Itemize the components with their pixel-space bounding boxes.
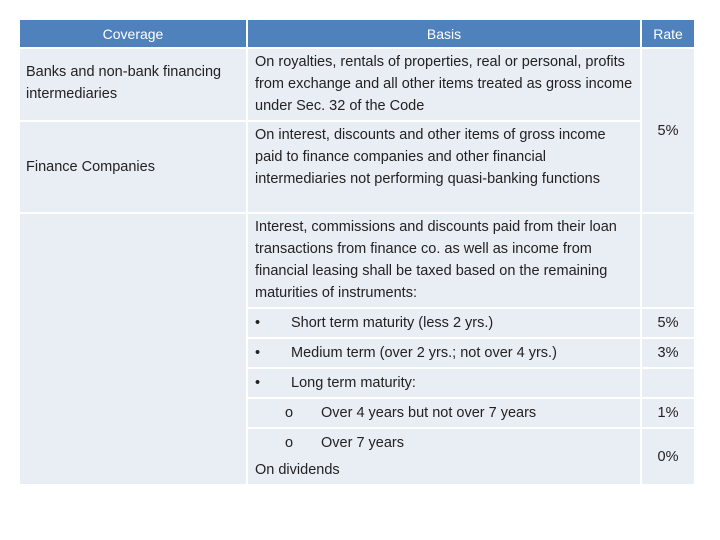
rate-5-percent: 5% (642, 49, 694, 212)
basis-royalties: On royalties, rentals of properties, real or personal, profits from exchange and all other items treated as gross income under Sec. 32 of the Code (248, 49, 640, 120)
bullet-icon: • (255, 345, 261, 361)
long-term-label: Long term maturity: (291, 375, 416, 391)
basis-loan-transactions: Interest, commissions and discounts paid from their loan transactions from finance co. as well as income from financial leasing shall be taxed based on the remaining maturities of instruments: (248, 214, 640, 307)
short-term-cell (248, 309, 640, 337)
rate-short-term: 5% (642, 309, 694, 337)
tax-rates-table (18, 18, 696, 486)
medium-term-cell (248, 339, 640, 367)
long-term-cell (248, 369, 640, 397)
over-4-years-label: Over 4 years but not over 7 years (321, 405, 537, 421)
sub-bullet-icon: o (285, 435, 294, 451)
rate-over-4-years: 1% (642, 399, 694, 427)
header-rate: Rate (642, 20, 694, 47)
over-7-years-label: Over 7 years (321, 435, 404, 451)
medium-term-label: Medium term (over 2 yrs.; not over 4 yrs.) (291, 345, 557, 361)
dividends-label: On dividends (255, 462, 340, 478)
rate-long-term-empty (642, 369, 694, 397)
coverage-empty (20, 214, 246, 484)
rate-dividends: 0% (642, 429, 694, 484)
table-row (20, 214, 694, 307)
rate-medium-term: 3% (642, 339, 694, 367)
short-term-label: Short term maturity (less 2 yrs.) (291, 315, 494, 331)
basis-interest: On interest, discounts and other items of gross income paid to finance companies and other financial intermediaries not performing quasi-banking functions (248, 122, 640, 212)
coverage-banks: Banks and non-bank financing intermediaries (20, 49, 246, 120)
table-row (20, 49, 694, 120)
bullet-icon: • (255, 375, 261, 391)
header-coverage: Coverage (20, 20, 246, 47)
rate-empty (642, 214, 694, 307)
bullet-icon: • (255, 315, 261, 331)
over-7-years-cell (248, 429, 640, 484)
table-row (20, 122, 694, 212)
header-row (20, 20, 694, 47)
header-basis: Basis (248, 20, 640, 47)
sub-bullet-icon: o (285, 405, 294, 421)
coverage-finance-companies: Finance Companies (20, 122, 246, 212)
over-4-years-cell (248, 399, 640, 427)
